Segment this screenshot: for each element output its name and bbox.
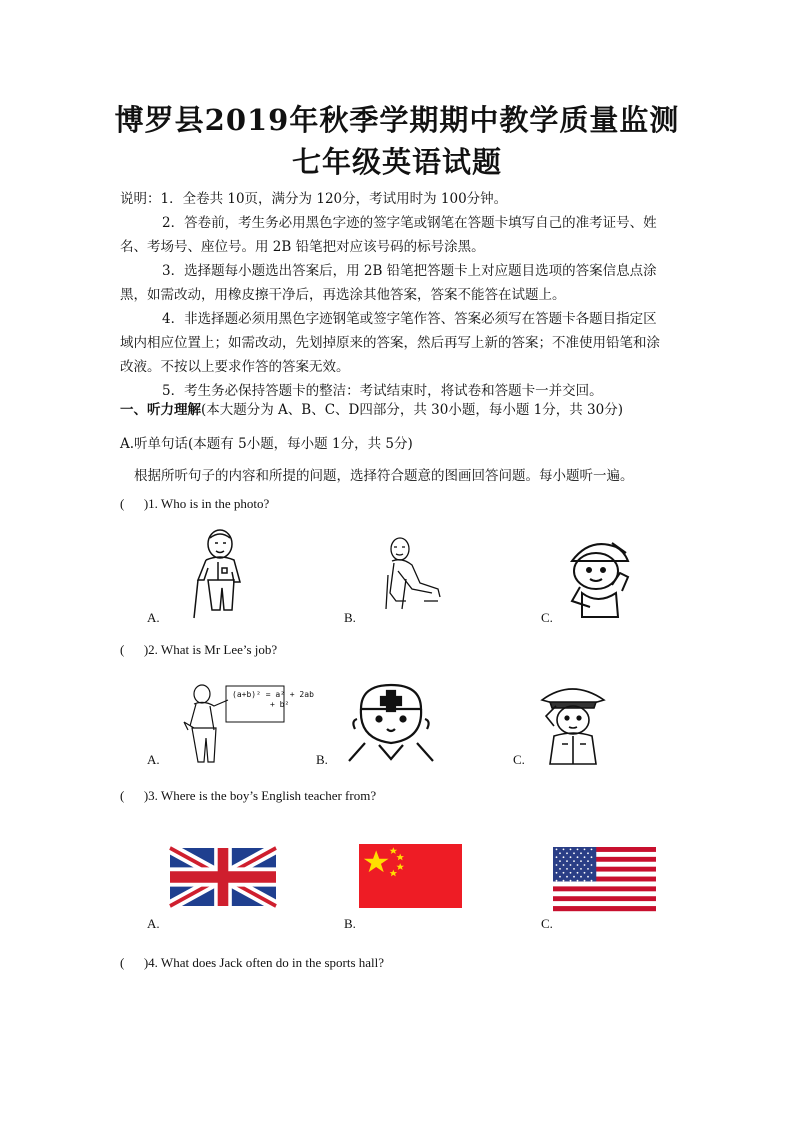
boy-cap-image <box>560 537 640 622</box>
uk-flag-image <box>170 848 276 906</box>
question-text: 3. Where is the boy’s English teacher from? <box>148 788 377 803</box>
option-a-label[interactable]: A. <box>147 916 160 931</box>
page-subtitle: 七年级英语试题 <box>291 145 502 179</box>
instruction-5: 5．考生务必保持答题卡的整洁：考试结束时，将试卷和答题卡一并交回。 <box>162 383 603 399</box>
answer-bracket[interactable]: ( ) <box>120 496 149 511</box>
page-title: 博罗县2019年秋季学期期中教学质量监测 <box>114 103 680 137</box>
formula-line-1: (a+b)² = a² + 2ab <box>232 690 314 699</box>
section-1-heading <box>120 398 623 418</box>
option-a-label[interactable]: A. <box>147 752 160 767</box>
question-text: 1. Who is in the photo? <box>148 496 270 511</box>
instructions-lead: 说明： <box>120 191 161 207</box>
old-man-image <box>178 528 258 620</box>
old-man-sitting-image <box>380 535 450 610</box>
instruction-3b: 黑，如需改动，用橡皮擦干净后，再选涂其他答案，答案不能答在试题上。 <box>120 287 566 303</box>
formula-line-2: + b² <box>270 700 290 709</box>
instruction-2a: 2．答卷前，考生务必用黑色字迹的签字笔或钢笔在答题卡填写自己的准考证号、姓 <box>162 215 657 231</box>
doctor-image <box>345 683 437 763</box>
section-1-desc: (本大题分为 A、B、C、D四部分，共 30小题，每小题 1分，共 30分) <box>201 402 623 418</box>
answer-bracket[interactable]: ( ) <box>120 788 149 803</box>
section-1-number: 一、 <box>120 402 147 418</box>
instruction-4c: 改液。不按以上要求作答的答案无效。 <box>120 359 350 375</box>
answer-bracket[interactable]: ( ) <box>120 642 149 657</box>
option-b-label[interactable]: B. <box>344 916 356 931</box>
police-officer-image <box>536 682 611 766</box>
instruction-4b: 域内相应位置上；如需改动，先划掉原来的答案，然后再写上新的答案；不准使用铅笔和涂 <box>120 335 660 351</box>
question-text: 2. What is Mr Lee’s job? <box>148 642 278 657</box>
instruction-3a: 3．选择题每小题选出答案后，用 2B 铅笔把答题卡上对应题目选项的答案信息点涂 <box>162 263 657 279</box>
instruction-2b: 名、考场号、座位号。用 2B 铅笔把对应该号码的标号涂黑。 <box>120 239 485 255</box>
question-text: 4. What does Jack often do in the sports hall? <box>148 955 385 970</box>
question-3 <box>120 788 376 804</box>
answer-bracket[interactable]: ( ) <box>120 955 149 970</box>
section-1-name: 听力理解 <box>147 402 201 418</box>
option-b-label[interactable]: B. <box>344 610 356 625</box>
option-a-label[interactable]: A. <box>147 610 160 625</box>
instruction-4a: 4．非选择题必须用黑色字迹钢笔或签字笔作答、答案必须写在答题卡各题目指定区 <box>162 311 657 327</box>
option-c-label[interactable]: C. <box>541 610 553 625</box>
question-4 <box>120 955 384 971</box>
question-1 <box>120 496 269 512</box>
part-a-heading: A.听单句话(本题有 5小题，每小题 1分，共 5分) <box>120 436 413 452</box>
option-c-label[interactable]: C. <box>513 752 525 767</box>
option-c-label[interactable]: C. <box>541 916 553 931</box>
option-b-label[interactable]: B. <box>316 752 328 767</box>
instruction-1: 1．全卷共 10页，满分为 120分，考试用时为 100分钟。 <box>160 191 508 207</box>
china-flag-image <box>359 844 462 908</box>
us-flag-image <box>553 847 656 911</box>
part-a-direction: 根据所听句子的内容和所提的问题，选择符合题意的图画回答问题。每小题听一遍。 <box>134 468 634 484</box>
question-2 <box>120 642 277 658</box>
